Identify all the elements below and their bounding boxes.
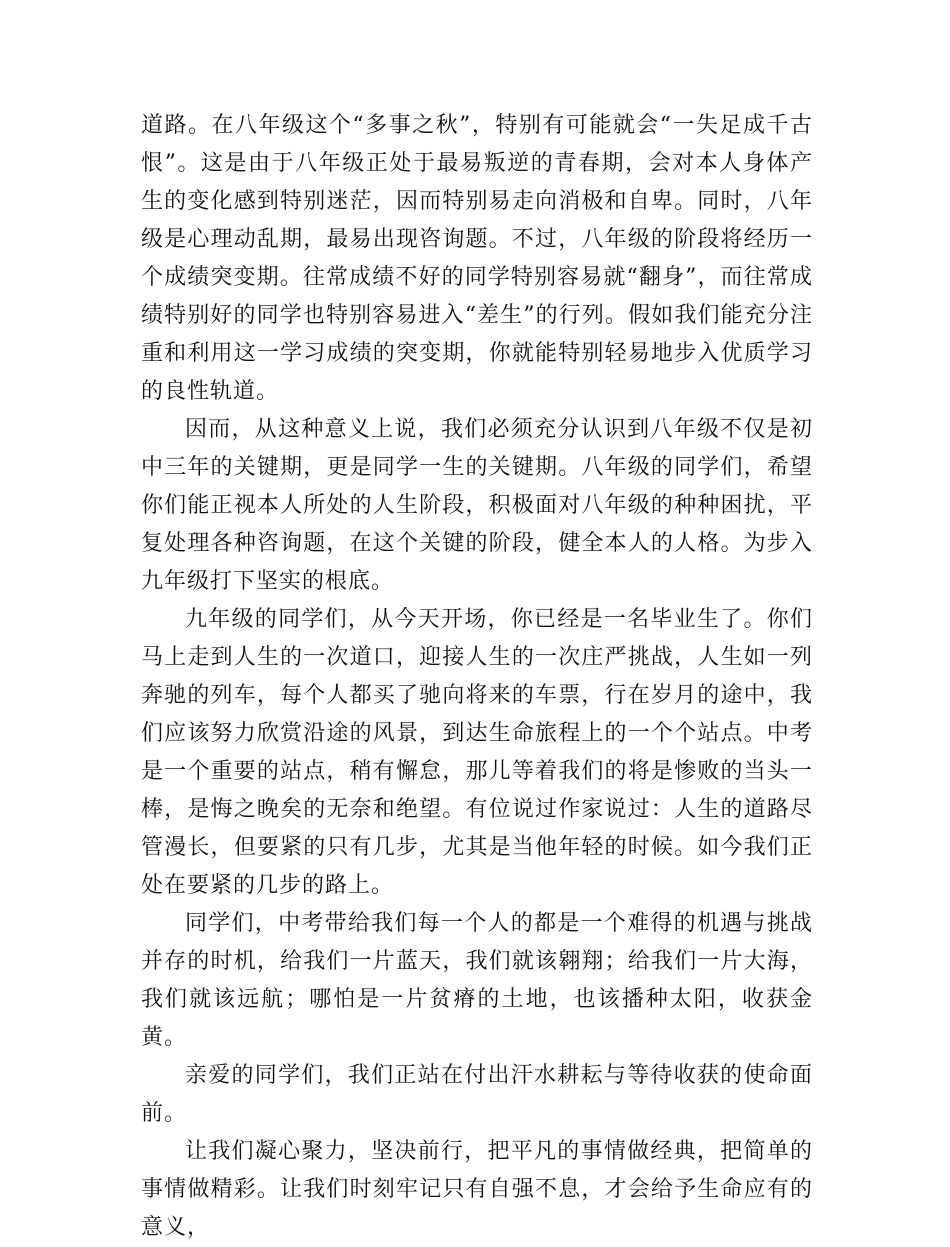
paragraph-2: 因而，从这种意义上说，我们必须充分认识到八年级不仅是初中三年的关键期，更是同学一生的关键期。八年级的同学们，希望你们能正视本人所处的人生阶段，积极面对八年级的种种困扰，平复处理各种咨询题，在这个关键的阶段，健全本人的人格。为步入九年级打下坚实的根底。 <box>141 417 813 594</box>
paragraph-6: 让我们凝心聚力，坚决前行，把平凡的事情做经典，把简单的事情做精彩。让我们时刻牢记只有自强不息，才会给予生命应有的意义， <box>141 1139 813 1240</box>
paragraph-1: 道路。在八年级这个“多事之秋”，特别有可能就会“一失足成千古恨”。这是由于八年级正处于最易叛逆的青春期，会对本人身体产生的变化感到特别迷茫，因而特别易走向消极和自卑。同时，八年级是心理动乱期，最易出现咨询题。不过，八年级的阶段将经历一个成绩突变期。往常成绩不好的同学特别容易就“翻身”，而往常成绩特别好的同学也特别容易进入“差生”的行列。假如我们能充分注重和利用这一学习成绩的突变期，你就能特别轻易地步入优质学习的良性轨道。 <box>141 113 813 404</box>
document-page <box>141 107 813 1247</box>
paragraph-5: 亲爱的同学们，我们正站在付出汗水耕耘与等待收获的使命面前。 <box>141 1063 813 1126</box>
paragraph-4: 同学们，中考带给我们每一个人的都是一个难得的机遇与挑战并存的时机，给我们一片蓝天，我们就该翱翔；给我们一片大海，我们就该远航；哪怕是一片贫瘠的土地，也该播种太阳，收获金黄。 <box>141 911 813 1050</box>
paragraph-3: 九年级的同学们，从今天开场，你已经是一名毕业生了。你们马上走到人生的一次道口，迎接人生的一次庄严挑战，人生如一列奔驰的列车，每个人都买了驰向将来的车票，行在岁月的途中，我们应该努力欣赏沿途的风景，到达生命旅程上的一个个站点。中考是一个重要的站点，稍有懈怠，那儿等着我们的将是惨败的当头一棒，是悔之晚矣的无奈和绝望。有位说过作家说过：人生的道路尽管漫长，但要紧的只有几步，尤其是当他年轻的时候。如今我们正处在要紧的几步的路上。 <box>141 607 813 898</box>
